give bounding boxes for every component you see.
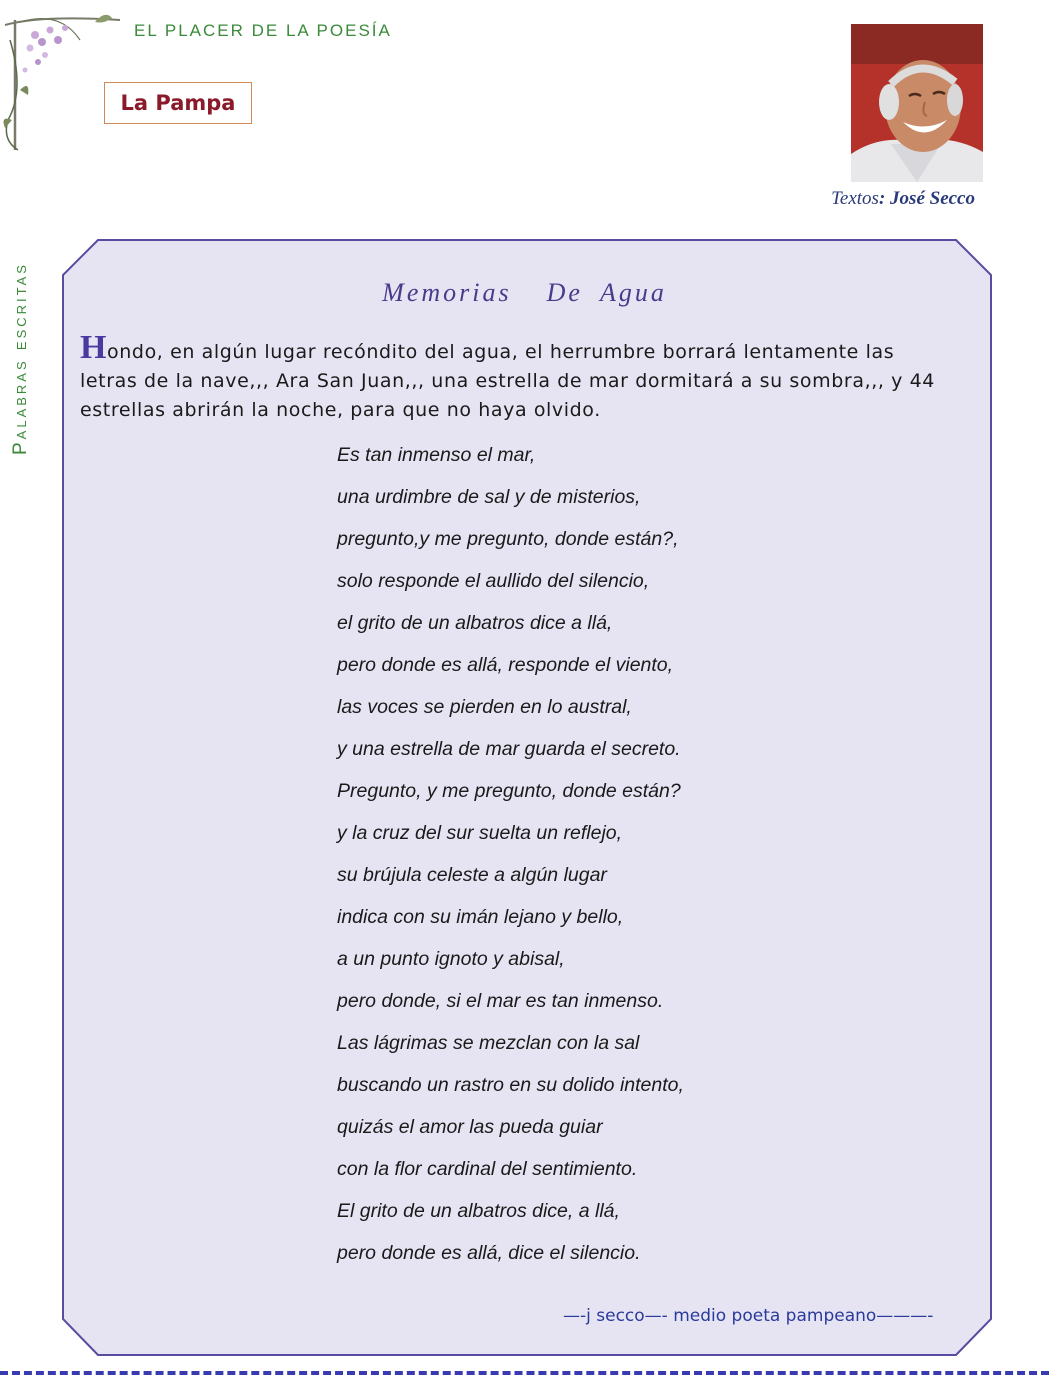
side-section-label: Palabras escritas — [10, 262, 31, 455]
verse-line: a un punto ignoto y abisal, — [337, 948, 565, 970]
verse-line: buscando un rastro en su dolido intento, — [337, 1074, 684, 1096]
verse-line: pregunto,y me pregunto, donde están?, — [337, 528, 679, 550]
verse-line: las voces se pierden en lo austral, — [337, 696, 632, 718]
verse-line: el grito de un albatros dice a llá, — [337, 612, 613, 634]
verse-line: pero donde, si el mar es tan inmenso. — [337, 990, 664, 1012]
drop-cap: H — [80, 329, 108, 366]
credit-separator: : — [878, 188, 891, 209]
section-tag — [104, 82, 252, 124]
verse-line: y una estrella de mar guarda el secreto. — [337, 738, 681, 760]
author-photo — [851, 24, 983, 182]
credit-prefix: Textos — [831, 188, 879, 209]
verse-line: Pregunto, y me pregunto, donde están? — [337, 780, 681, 802]
verse-line: una urdimbre de sal y de misterios, — [337, 486, 641, 508]
poem-signature: —-j secco—- medio poeta pampeano———- — [563, 1306, 934, 1326]
verse-line: pero donde es allá, dice el silencio. — [337, 1242, 641, 1264]
intro-text: ondo, en algún lugar recóndito del agua, el herrumbre borrará lentamente las letras de la nave,,, Ara San Juan,,, una estrella de mar dormitará a su sombra,,, y 44 estrellas abrirán la noche, para que no haya olvido. — [80, 341, 935, 421]
author-name: José Secco — [890, 188, 975, 209]
verse-line: solo responde el aullido del silencio, — [337, 570, 650, 592]
poem-intro-paragraph — [80, 329, 950, 425]
floral-vine-ornament — [0, 0, 135, 160]
verse-line: pero donde es allá, responde el viento, — [337, 654, 674, 676]
verse-line: su brújula celeste a algún lugar — [337, 864, 607, 886]
author-credit — [831, 188, 975, 210]
verse-line: Las lágrimas se mezclan con la sal — [337, 1032, 640, 1054]
poem-title: Memorias De Agua — [382, 278, 667, 307]
verse-line: quizás el amor las pueda guiar — [337, 1116, 603, 1138]
verse-line: El grito de un albatros dice, a llá, — [337, 1200, 620, 1222]
verse-line: y la cruz del sur suelta un reflejo, — [337, 822, 623, 844]
page-bottom-divider — [0, 1371, 1049, 1375]
poem-verses — [337, 442, 684, 1282]
section-tag-label: La Pampa — [120, 91, 236, 115]
verse-line: con la flor cardinal del sentimiento. — [337, 1158, 638, 1180]
verse-line: Es tan inmenso el mar, — [337, 444, 536, 466]
verse-line: indica con su imán lejano y bello, — [337, 906, 624, 928]
magazine-header-title: EL PLACER DE LA POESÍA — [134, 21, 392, 40]
